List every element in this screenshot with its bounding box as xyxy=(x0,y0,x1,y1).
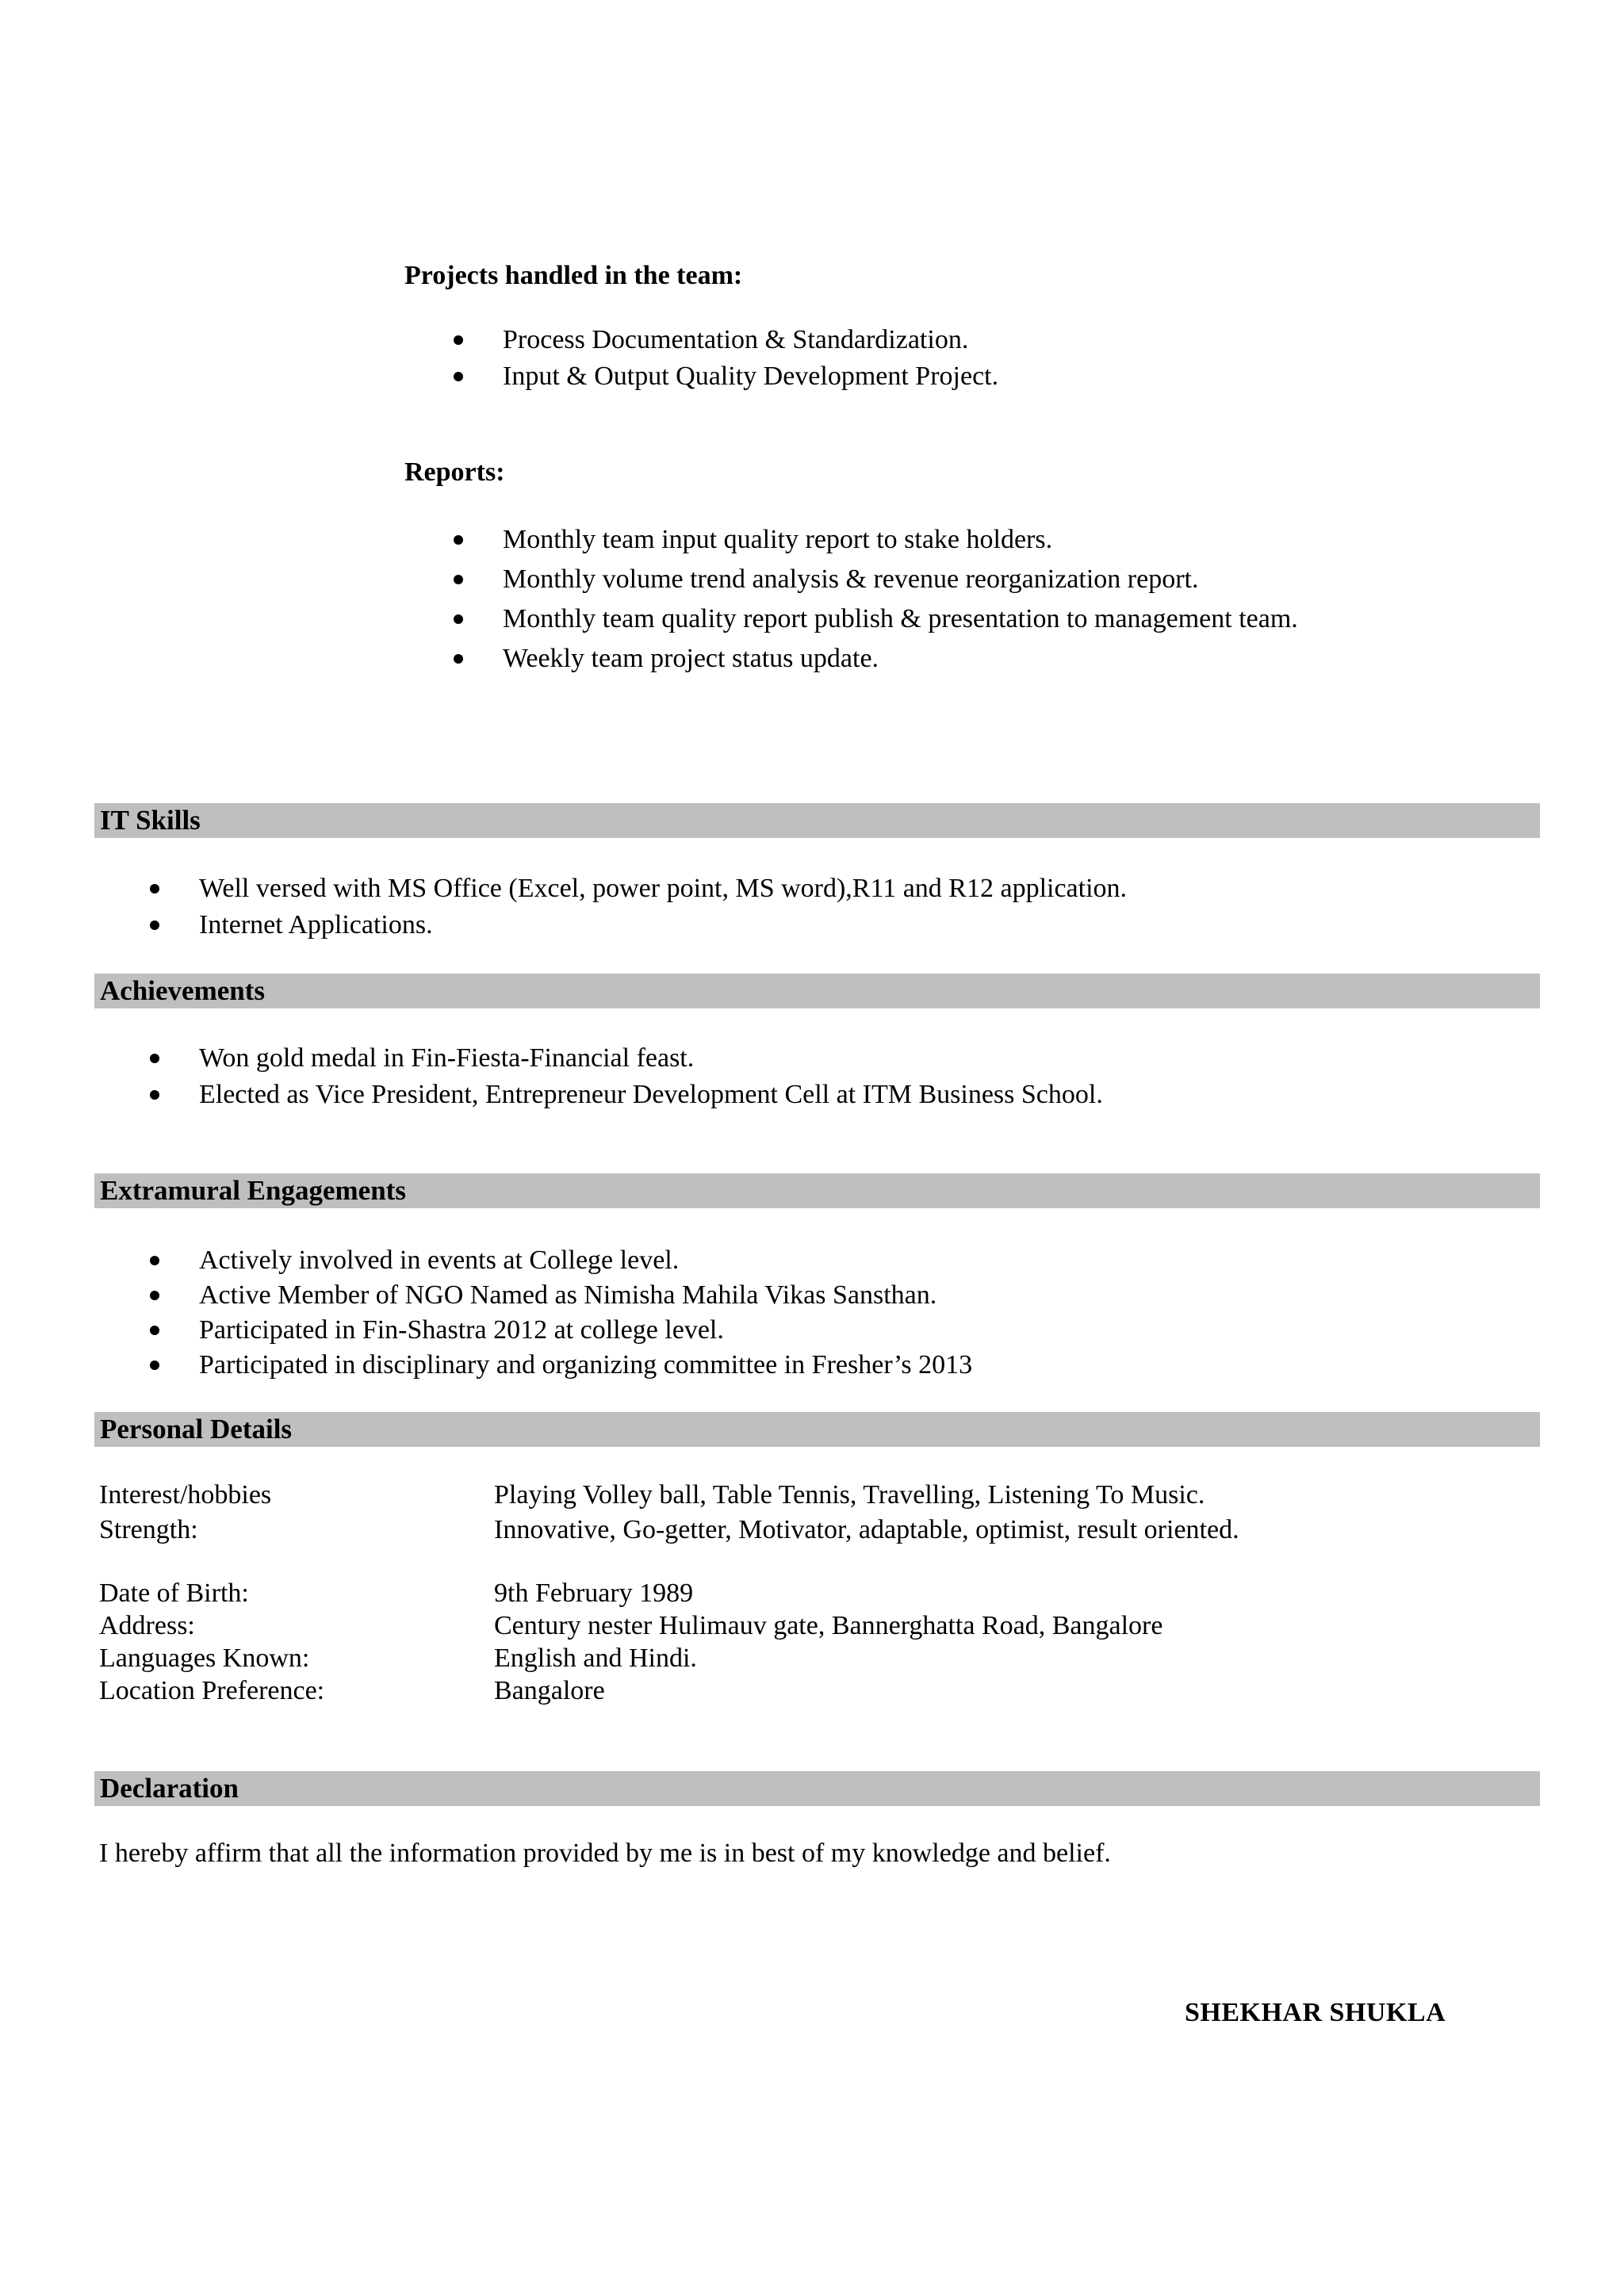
list-item: Internet Applications. xyxy=(199,907,1127,943)
detail-value: Innovative, Go-getter, Motivator, adaptable, optimist, result oriented. xyxy=(494,1515,1239,1544)
declaration-section-bar xyxy=(94,1771,1540,1806)
personal-details-section-bar xyxy=(94,1412,1540,1447)
bullet-icon xyxy=(150,1054,159,1063)
personal-details-heading: Personal Details xyxy=(100,1414,293,1445)
list-item: Weekly team project status update. xyxy=(503,641,1298,680)
reports-list xyxy=(503,522,1298,680)
list-item: Elected as Vice President, Entrepreneur Development Cell at ITM Business School. xyxy=(199,1077,1103,1113)
achievements-heading: Achievements xyxy=(100,975,266,1006)
list-item: Monthly team quality report publish & presentation to management team. xyxy=(503,601,1298,641)
bullet-icon xyxy=(150,920,159,930)
achievements-list xyxy=(199,1040,1103,1113)
bullet-icon xyxy=(454,372,463,381)
list-item: Participated in disciplinary and organizing committee in Fresher’s 2013 xyxy=(199,1347,972,1382)
bullet-icon xyxy=(150,1291,159,1300)
bullet-icon xyxy=(454,575,463,584)
detail-label: Interest/hobbies xyxy=(99,1480,272,1510)
projects-heading: Projects handled in the team: xyxy=(404,261,743,290)
list-item: Participated in Fin-Shastra 2012 at college level. xyxy=(199,1312,972,1347)
detail-value: Bangalore xyxy=(494,1676,605,1705)
projects-list xyxy=(503,322,998,395)
detail-label: Location Preference: xyxy=(99,1676,325,1705)
it-skills-list xyxy=(199,871,1127,943)
detail-value: Playing Volley ball, Table Tennis, Travelling, Listening To Music. xyxy=(494,1480,1205,1510)
list-item: Input & Output Quality Development Project. xyxy=(503,358,998,395)
list-item: Monthly volume trend analysis & revenue reorganization report. xyxy=(503,561,1298,601)
bullet-icon xyxy=(150,884,159,894)
bullet-icon xyxy=(454,614,463,624)
detail-value: Century nester Hulimauv gate, Bannerghatta Road, Bangalore xyxy=(494,1611,1163,1640)
list-item: Well versed with MS Office (Excel, power point, MS word),R11 and R12 application. xyxy=(199,871,1127,907)
it-skills-heading: IT Skills xyxy=(100,805,201,836)
extramural-heading: Extramural Engagements xyxy=(100,1175,406,1206)
extramural-list xyxy=(199,1242,972,1382)
detail-label: Date of Birth: xyxy=(99,1578,249,1608)
declaration-text: I hereby affirm that all the information provided by me is in best of my knowledge and belief. xyxy=(99,1839,1111,1868)
detail-label: Address: xyxy=(99,1611,195,1640)
achievements-section-bar xyxy=(94,974,1540,1008)
reports-heading: Reports: xyxy=(404,457,505,487)
bullet-icon xyxy=(150,1090,159,1100)
detail-value: 9th February 1989 xyxy=(494,1578,694,1608)
bullet-icon xyxy=(150,1326,159,1335)
detail-value: English and Hindi. xyxy=(494,1644,697,1673)
it-skills-section-bar xyxy=(94,803,1540,838)
bullet-icon xyxy=(150,1256,159,1265)
bullet-icon xyxy=(454,654,463,664)
list-item: Monthly team input quality report to stake holders. xyxy=(503,522,1298,561)
detail-label: Languages Known: xyxy=(99,1644,310,1673)
list-item: Active Member of NGO Named as Nimisha Mahila Vikas Sansthan. xyxy=(199,1277,972,1312)
signature-name: SHEKHAR SHUKLA xyxy=(1185,1998,1446,2027)
detail-label: Strength: xyxy=(99,1515,198,1544)
declaration-heading: Declaration xyxy=(100,1773,239,1804)
list-item: Process Documentation & Standardization. xyxy=(503,322,998,358)
extramural-section-bar xyxy=(94,1173,1540,1208)
bullet-icon xyxy=(454,335,463,345)
list-item: Actively involved in events at College level. xyxy=(199,1242,972,1277)
bullet-icon xyxy=(454,535,463,545)
bullet-icon xyxy=(150,1360,159,1370)
list-item: Won gold medal in Fin-Fiesta-Financial feast. xyxy=(199,1040,1103,1077)
